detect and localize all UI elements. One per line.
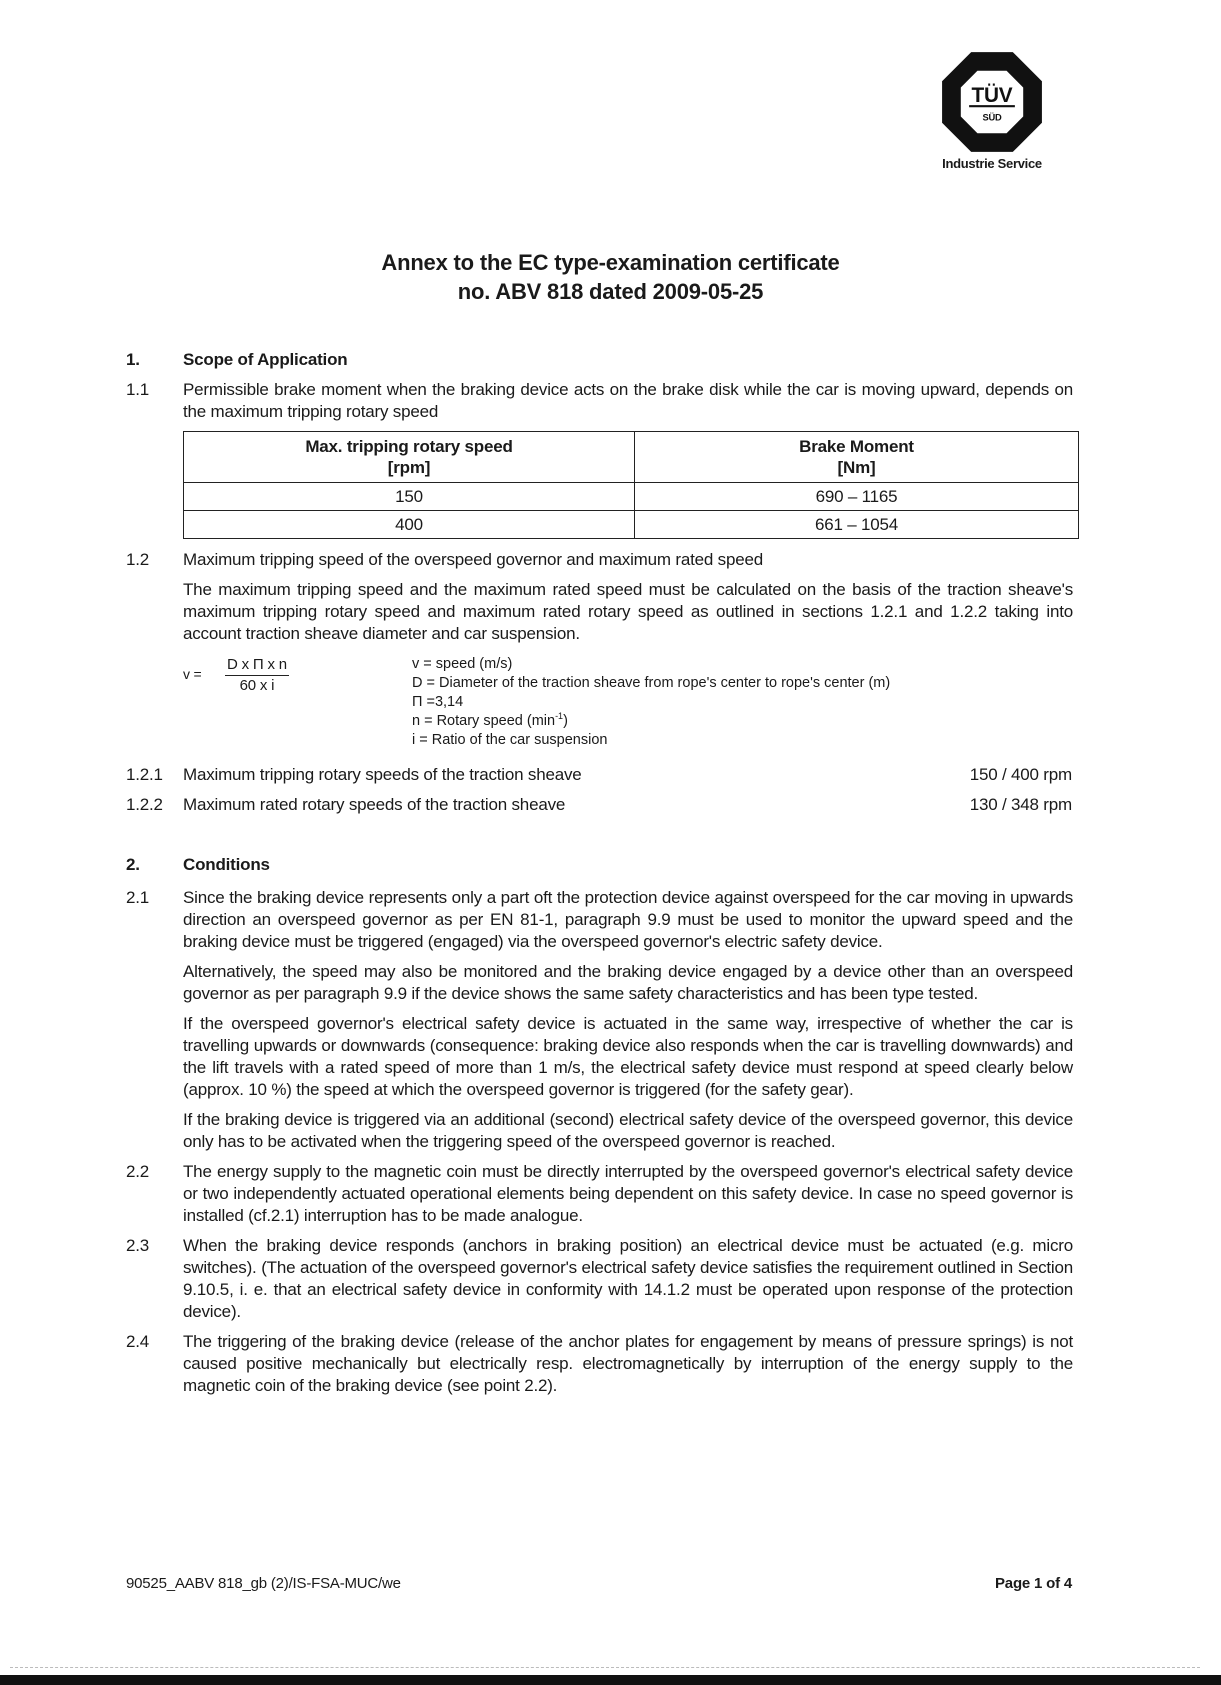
section-1-1-row (0, 379, 1221, 423)
var-d: D = Diameter of the traction sheave from rope's center to rope's center (m) (412, 675, 891, 691)
table-cell: 661 – 1054 (635, 511, 1079, 539)
var-i: i = Ratio of the car suspension (412, 732, 608, 748)
section-1-2-paragraph: The maximum tripping speed and the maximum rated speed must be calculated on the basis of the traction sheave's maximum tripping rotary speed and maximum rated rotary speed as outlined in sections 1.2.1 and 1.2.2 taking into account traction sheave diameter and car suspension. (183, 580, 1073, 643)
section-2-paragraph (0, 1161, 1221, 1227)
speed-formula (183, 655, 412, 750)
section-1-2-paragraph-row (0, 579, 1221, 645)
section-2-paragraph (0, 1013, 1221, 1101)
section-1-2-1-number: 1.2.1 (126, 765, 163, 784)
var-pi: Π =3,14 (412, 694, 464, 710)
section-2-paragraph (0, 887, 1221, 953)
paragraph-text: If the braking device is triggered via an additional (second) electrical safety device of the overspeed governor, this device only has to be activated when the triggering speed of the overspeed governor is reached. (183, 1110, 1073, 1151)
section-2-heading: Conditions (183, 855, 270, 874)
section-1-1-number: 1.1 (126, 380, 150, 399)
paragraph-number: 2.1 (126, 888, 150, 907)
formula-variables (412, 655, 890, 750)
formula-numerator: D x Π x n (225, 655, 289, 676)
paragraph-number: 2.4 (126, 1332, 150, 1351)
header-unit: [rpm] (387, 458, 431, 477)
paragraph-text: When the braking device responds (anchors in braking position) an electrical device must be actuated (e.g. micro switches). (The actuation of the overspeed governor's electrical safety device satisfies the requirement outlined in Section 9.10.5, i. e. that an electrical safety device in conformity with 14.1.2 must be operated upon response of the protection device). (183, 1236, 1073, 1321)
section-1-2-1-row (0, 764, 1221, 786)
table-row (184, 483, 1079, 511)
section-2-paragraph (0, 1235, 1221, 1323)
section-2-paragraph (0, 1109, 1221, 1153)
svg-text:SÜD: SÜD (982, 112, 1002, 123)
table-header-row (184, 432, 1079, 483)
section-1-2-row (0, 549, 1221, 571)
section-1-2-2-row (0, 794, 1221, 816)
paragraph-number: 2.2 (126, 1162, 150, 1181)
section-1-2-text: Maximum tripping speed of the overspeed governor and maximum rated speed (183, 550, 763, 569)
section-1-heading: Scope of Application (183, 350, 348, 369)
header-label: Max. tripping rotary speed (305, 437, 513, 456)
paragraph-text: The triggering of the braking device (release of the anchor plates for engagement by means of pressure springs) is not caused positive mechanically but electrically resp. electromagnetically by interruption of the energy supply to the magnetic coin of the braking device (see point 2.2). (183, 1332, 1073, 1395)
document-title (0, 248, 1221, 306)
speed-formula-block (183, 655, 1073, 750)
section-2-heading-row (0, 854, 1221, 876)
section-1-2-2-number: 1.2.2 (126, 795, 163, 814)
section-1-2-1-text: Maximum tripping rotary speeds of the traction sheave (183, 765, 582, 784)
section-1-2-2-text: Maximum rated rotary speeds of the traction sheave (183, 795, 566, 814)
var-v: v = speed (m/s) (412, 656, 513, 672)
section-1-1-text: Permissible brake moment when the braking device acts on the brake disk while the car is moving upward, depends on the maximum tripping rotary speed (183, 380, 1073, 421)
header-unit: [Nm] (837, 458, 876, 477)
section-2-paragraph (0, 1331, 1221, 1397)
var-n-sup: -1 (555, 711, 564, 722)
section-1-heading-row (0, 349, 1221, 371)
formula-denominator: 60 x i (239, 677, 275, 694)
title-line-1: Annex to the EC type-examination certificate (381, 250, 840, 275)
title-line-2: no. ABV 818 dated 2009-05-25 (457, 279, 764, 304)
var-n-close: ) (563, 713, 568, 729)
table-cell: 400 (184, 511, 635, 539)
paragraph-number: 2.3 (126, 1236, 150, 1255)
table-cell: 150 (184, 483, 635, 511)
header-label: Brake Moment (799, 437, 914, 456)
paragraph-text: Since the braking device represents only a part oft the protection device against overspeed for the car moving in upwards direction an overspeed governor as per EN 81-1, paragraph 9.9 must be used to monitor the upward speed and the braking device must be triggered (engaged) via the overspeed governor's electric safety device. (183, 888, 1073, 951)
table-cell: 690 – 1165 (635, 483, 1079, 511)
table-header-speed (184, 432, 635, 483)
section-2-number: 2. (126, 855, 140, 874)
section-1-2-1-value: 150 / 400 rpm (969, 765, 1072, 784)
footer-reference: 90525_AABV 818_gb (2)/IS-FSA-MUC/we (126, 1575, 401, 1592)
paragraph-text: The energy supply to the magnetic coin must be directly interrupted by the overspeed governor's electrical safety device or two independently actuated operational elements being dependent on this safety device. In case no speed governor is installed (cf.2.1) interruption has to be made analogue. (183, 1162, 1073, 1225)
logo-caption: Industrie Service (942, 156, 1042, 171)
section-2-paragraph (0, 961, 1221, 1005)
section-1-2-2-value: 130 / 348 rpm (969, 795, 1072, 814)
footer-page-number: Page 1 of 4 (995, 1575, 1072, 1592)
paragraph-text: Alternatively, the speed may also be monitored and the braking device engaged by a device other than an overspeed governor as per paragraph 9.9 if the device shows the same safety characteristics and has been type tested. (183, 962, 1073, 1003)
page-spacer (0, 1405, 1221, 1573)
section-2-paragraphs (0, 887, 1221, 1397)
table-header-moment (635, 432, 1079, 483)
scan-edge-bar (0, 1675, 1221, 1685)
footer (0, 1573, 1221, 1595)
formula-lhs: v = (183, 666, 202, 682)
tuv-sud-logo (940, 50, 1044, 154)
table-row (184, 511, 1079, 539)
var-n (412, 712, 890, 731)
section-1-number: 1. (126, 350, 140, 369)
section-1-2-number: 1.2 (126, 550, 150, 569)
var-n-text: n = Rotary speed (min (412, 713, 556, 729)
formula-fraction (225, 655, 289, 696)
paragraph-text: If the overspeed governor's electrical safety device is actuated in the same way, irrespective of whether the car is travelling upwards or downwards (consequence: braking device also responds when the car is travelling downwards) and the lift travels with a rated speed of more than 1 m/s, the electrical safety device must respond at speed clearly below (approx. 10 %) the speed at which the overspeed governor is triggered (for the safety gear). (183, 1014, 1073, 1099)
brake-moment-table (183, 431, 1079, 539)
scan-artifact-line (10, 1667, 1200, 1668)
section-2 (0, 854, 1221, 1405)
svg-text:TÜV: TÜV (971, 84, 1013, 107)
